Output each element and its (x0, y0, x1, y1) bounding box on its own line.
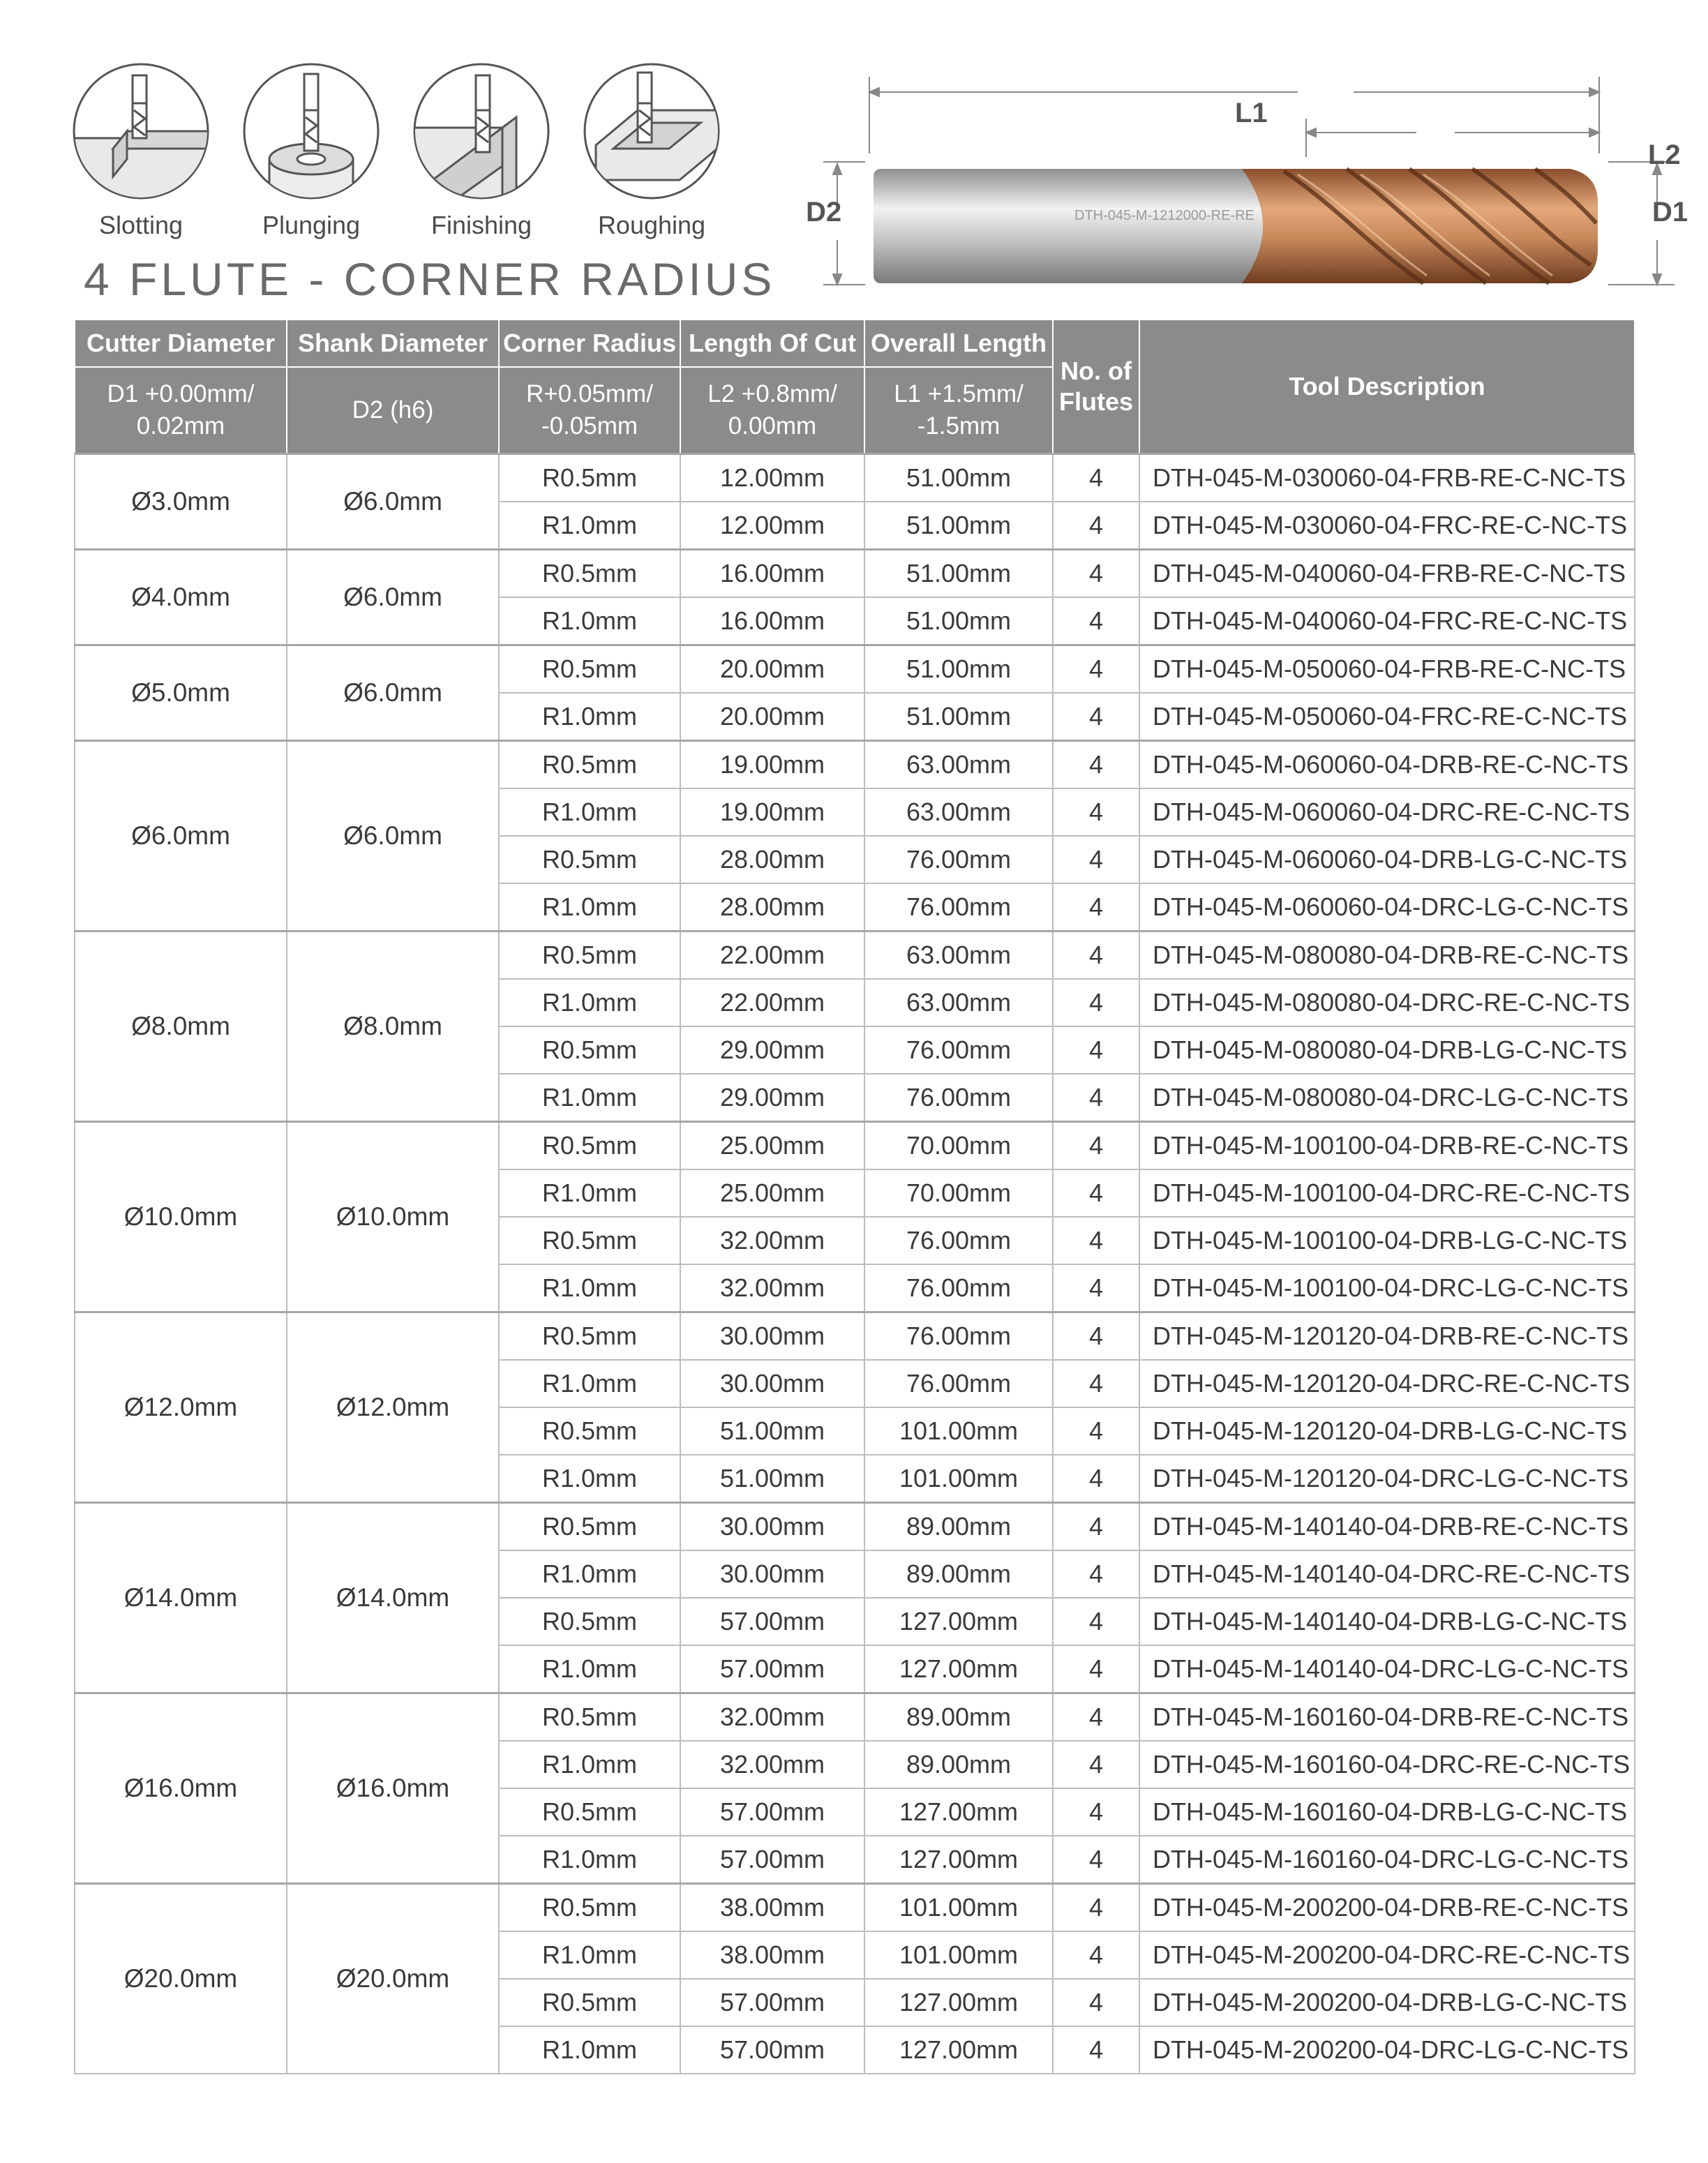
cutter-diameter-cell: Ø6.0mm (75, 741, 287, 931)
corner-radius-cell: R0.5mm (499, 1407, 680, 1455)
corner-radius-cell: R1.0mm (499, 883, 680, 931)
tool-description-cell: DTH-045-M-100100-04-DRB-RE-C-NC-TS (1139, 1122, 1635, 1170)
length-of-cut-cell: 57.00mm (680, 1836, 864, 1884)
table-row (75, 1312, 1635, 1361)
overall-length-cell: 51.00mm (864, 693, 1053, 741)
length-of-cut-cell: 57.00mm (680, 1788, 864, 1836)
flutes-cell: 4 (1053, 1455, 1139, 1503)
corner-radius-cell: R1.0mm (499, 1264, 680, 1312)
corner-radius-cell: R1.0mm (499, 1645, 680, 1693)
length-of-cut-cell: 25.00mm (680, 1122, 864, 1170)
corner-radius-cell: R0.5mm (499, 1312, 680, 1361)
tool-description-cell: DTH-045-M-040060-04-FRC-RE-C-NC-TS (1139, 597, 1635, 645)
length-of-cut-cell: 19.00mm (680, 741, 864, 789)
corner-radius-cell: R0.5mm (499, 1693, 680, 1742)
tool-description-cell: DTH-045-M-200200-04-DRC-LG-C-NC-TS (1139, 2026, 1635, 2074)
length-of-cut-cell: 16.00mm (680, 550, 864, 598)
tool-description-cell: DTH-045-M-200200-04-DRC-RE-C-NC-TS (1139, 1931, 1635, 1979)
cutter-diameter-cell: Ø20.0mm (75, 1884, 287, 2074)
operation-roughing (575, 61, 728, 240)
flutes-cell: 4 (1053, 1836, 1139, 1884)
length-of-cut-cell: 30.00mm (680, 1503, 864, 1551)
corner-radius-cell: R0.5mm (499, 645, 680, 694)
corner-radius-cell: R0.5mm (499, 1884, 680, 1932)
flutes-cell: 4 (1053, 1788, 1139, 1836)
length-of-cut-cell: 20.00mm (680, 693, 864, 741)
corner-radius-cell: R0.5mm (499, 741, 680, 789)
l2-label: L2 (1648, 140, 1681, 170)
plunging-icon (241, 61, 381, 201)
flutes-cell: 4 (1053, 883, 1139, 931)
overall-length-cell: 76.00mm (864, 1074, 1053, 1122)
slotting-icon (71, 61, 211, 201)
subheader-l1: L1 +1.5mm/ -1.5mm (864, 367, 1053, 454)
shank-diameter-cell: Ø6.0mm (287, 550, 499, 645)
tool-description-cell: DTH-045-M-030060-04-FRC-RE-C-NC-TS (1139, 502, 1635, 550)
shank-diameter-cell: Ø10.0mm (287, 1122, 499, 1312)
header-flutes: No. of Flutes (1053, 320, 1139, 454)
flutes-cell: 4 (1053, 693, 1139, 741)
tool-description-cell: DTH-045-M-120120-04-DRB-RE-C-NC-TS (1139, 1312, 1635, 1361)
operation-finishing (405, 61, 558, 240)
overall-length-cell: 51.00mm (864, 597, 1053, 645)
header-cutter-diameter: Cutter Diameter (75, 320, 287, 367)
header-shank-diameter: Shank Diameter (287, 320, 499, 367)
shank-diameter-cell: Ø6.0mm (287, 741, 499, 931)
cutter-diameter-cell: Ø16.0mm (75, 1693, 287, 1884)
flutes-cell: 4 (1053, 1693, 1139, 1742)
tool-description-cell: DTH-045-M-120120-04-DRB-LG-C-NC-TS (1139, 1407, 1635, 1455)
length-of-cut-cell: 19.00mm (680, 788, 864, 836)
length-of-cut-cell: 28.00mm (680, 836, 864, 883)
spec-table (74, 319, 1635, 2074)
tool-description-cell: DTH-045-M-030060-04-FRB-RE-C-NC-TS (1139, 454, 1635, 502)
table-row (75, 931, 1635, 980)
corner-radius-cell: R0.5mm (499, 1979, 680, 2026)
length-of-cut-cell: 25.00mm (680, 1169, 864, 1217)
page-title: 4 FLUTE - CORNER RADIUS (84, 253, 776, 305)
overall-length-cell: 76.00mm (864, 1264, 1053, 1312)
tool-description-cell: DTH-045-M-160160-04-DRC-RE-C-NC-TS (1139, 1741, 1635, 1788)
overall-length-cell: 63.00mm (864, 741, 1053, 789)
length-of-cut-cell: 30.00mm (680, 1312, 864, 1361)
tool-description-cell: DTH-045-M-120120-04-DRC-LG-C-NC-TS (1139, 1455, 1635, 1503)
corner-radius-cell: R1.0mm (499, 693, 680, 741)
tool-description-cell: DTH-045-M-100100-04-DRC-LG-C-NC-TS (1139, 1264, 1635, 1312)
overall-length-cell: 89.00mm (864, 1693, 1053, 1742)
overall-length-cell: 51.00mm (864, 502, 1053, 550)
overall-length-cell: 76.00mm (864, 1217, 1053, 1264)
length-of-cut-cell: 16.00mm (680, 597, 864, 645)
flutes-cell: 4 (1053, 1550, 1139, 1598)
flutes-cell: 4 (1053, 1122, 1139, 1170)
corner-radius-cell: R1.0mm (499, 597, 680, 645)
corner-radius-cell: R1.0mm (499, 1931, 680, 1979)
overall-length-cell: 89.00mm (864, 1741, 1053, 1788)
corner-radius-cell: R1.0mm (499, 1836, 680, 1884)
length-of-cut-cell: 38.00mm (680, 1931, 864, 1979)
shank-diameter-cell: Ø16.0mm (287, 1693, 499, 1884)
tool-description-cell: DTH-045-M-060060-04-DRB-LG-C-NC-TS (1139, 836, 1635, 883)
table-row (75, 1503, 1635, 1551)
operation-label: Slotting (98, 211, 183, 239)
flutes-cell: 4 (1053, 1026, 1139, 1074)
overall-length-cell: 89.00mm (864, 1550, 1053, 1598)
tool-description-cell: DTH-045-M-050060-04-FRC-RE-C-NC-TS (1139, 693, 1635, 741)
corner-radius-cell: R1.0mm (499, 502, 680, 550)
length-of-cut-cell: 22.00mm (680, 979, 864, 1026)
corner-radius-cell: R0.5mm (499, 1122, 680, 1170)
flutes-cell: 4 (1053, 1645, 1139, 1693)
corner-radius-cell: R0.5mm (499, 550, 680, 598)
corner-radius-cell: R1.0mm (499, 1074, 680, 1122)
length-of-cut-cell: 57.00mm (680, 1598, 864, 1645)
subheader-l2: L2 +0.8mm/ 0.00mm (680, 367, 864, 454)
tool-description-cell: DTH-045-M-120120-04-DRC-RE-C-NC-TS (1139, 1360, 1635, 1407)
overall-length-cell: 76.00mm (864, 836, 1053, 883)
flutes-cell: 4 (1053, 741, 1139, 789)
overall-length-cell: 101.00mm (864, 1884, 1053, 1932)
flutes-cell: 4 (1053, 1407, 1139, 1455)
overall-length-cell: 76.00mm (864, 1026, 1053, 1074)
tool-description-cell: DTH-045-M-140140-04-DRC-LG-C-NC-TS (1139, 1645, 1635, 1693)
header-tool-description: Tool Description (1139, 320, 1635, 454)
table-row (75, 454, 1635, 502)
subheader-d2: D2 (h6) (287, 367, 499, 454)
header-length-of-cut: Length Of Cut (680, 320, 864, 367)
flutes-cell: 4 (1053, 1884, 1139, 1932)
table-row (75, 741, 1635, 789)
corner-radius-cell: R0.5mm (499, 1598, 680, 1645)
length-of-cut-cell: 32.00mm (680, 1741, 864, 1788)
corner-radius-cell: R0.5mm (499, 1788, 680, 1836)
tool-description-cell: DTH-045-M-080080-04-DRB-RE-C-NC-TS (1139, 931, 1635, 980)
cutter-diameter-cell: Ø4.0mm (75, 550, 287, 645)
flutes-cell: 4 (1053, 979, 1139, 1026)
table-row (75, 550, 1635, 598)
flutes-cell: 4 (1053, 1360, 1139, 1407)
length-of-cut-cell: 30.00mm (680, 1360, 864, 1407)
flutes-cell: 4 (1053, 1741, 1139, 1788)
length-of-cut-cell: 57.00mm (680, 1979, 864, 2026)
length-of-cut-cell: 57.00mm (680, 1645, 864, 1693)
operation-slotting (64, 61, 218, 240)
shank-diameter-cell: Ø8.0mm (287, 931, 499, 1122)
shank-diameter-cell: Ø20.0mm (287, 1884, 499, 2074)
overall-length-cell: 51.00mm (864, 454, 1053, 502)
tool-description-cell: DTH-045-M-200200-04-DRB-LG-C-NC-TS (1139, 1979, 1635, 2026)
cutter-diameter-cell: Ø5.0mm (75, 645, 287, 741)
length-of-cut-cell: 30.00mm (680, 1550, 864, 1598)
tool-description-cell: DTH-045-M-160160-04-DRB-LG-C-NC-TS (1139, 1788, 1635, 1836)
subheader-d1: D1 +0.00mm/ 0.02mm (75, 367, 287, 454)
overall-length-cell: 63.00mm (864, 979, 1053, 1026)
flutes-cell: 4 (1053, 1931, 1139, 1979)
flutes-cell: 4 (1053, 502, 1139, 550)
overall-length-cell: 127.00mm (864, 1788, 1053, 1836)
table-row (75, 645, 1635, 694)
overall-length-cell: 70.00mm (864, 1169, 1053, 1217)
subheader-r: R+0.05mm/ -0.05mm (499, 367, 680, 454)
corner-radius-cell: R0.5mm (499, 1503, 680, 1551)
flutes-cell: 4 (1053, 1979, 1139, 2026)
flutes-cell: 4 (1053, 1598, 1139, 1645)
header-row (75, 320, 1635, 367)
l1-label: L1 (1235, 98, 1268, 128)
overall-length-cell: 127.00mm (864, 1979, 1053, 2026)
corner-radius-cell: R1.0mm (499, 1741, 680, 1788)
length-of-cut-cell: 51.00mm (680, 1455, 864, 1503)
length-of-cut-cell: 32.00mm (680, 1693, 864, 1742)
overall-length-cell: 51.00mm (864, 550, 1053, 598)
flutes-cell: 4 (1053, 550, 1139, 598)
tool-description-cell: DTH-045-M-040060-04-FRB-RE-C-NC-TS (1139, 550, 1635, 598)
shank-diameter-cell: Ø12.0mm (287, 1312, 499, 1503)
corner-radius-cell: R1.0mm (499, 1360, 680, 1407)
overall-length-cell: 76.00mm (864, 1360, 1053, 1407)
overall-length-cell: 63.00mm (864, 788, 1053, 836)
flutes-cell: 4 (1053, 1312, 1139, 1361)
length-of-cut-cell: 32.00mm (680, 1264, 864, 1312)
overall-length-cell: 70.00mm (864, 1122, 1053, 1170)
tool-description-cell: DTH-045-M-200200-04-DRB-RE-C-NC-TS (1139, 1884, 1635, 1932)
finishing-icon (412, 61, 551, 201)
shank-diameter-cell: Ø6.0mm (287, 454, 499, 550)
table-row (75, 1693, 1635, 1742)
tool-description-cell: DTH-045-M-140140-04-DRC-RE-C-NC-TS (1139, 1550, 1635, 1598)
length-of-cut-cell: 20.00mm (680, 645, 864, 694)
cutter-diameter-cell: Ø12.0mm (75, 1312, 287, 1503)
corner-radius-cell: R1.0mm (499, 1455, 680, 1503)
corner-radius-cell: R0.5mm (499, 931, 680, 980)
flutes-cell: 4 (1053, 1169, 1139, 1217)
corner-radius-cell: R0.5mm (499, 1217, 680, 1264)
tool-description-cell: DTH-045-M-160160-04-DRC-LG-C-NC-TS (1139, 1836, 1635, 1884)
tool-description-cell: DTH-045-M-100100-04-DRC-RE-C-NC-TS (1139, 1169, 1635, 1217)
length-of-cut-cell: 12.00mm (680, 454, 864, 502)
flutes-cell: 4 (1053, 454, 1139, 502)
flutes-cell: 4 (1053, 597, 1139, 645)
length-of-cut-cell: 29.00mm (680, 1026, 864, 1074)
overall-length-cell: 63.00mm (864, 931, 1053, 980)
tool-description-cell: DTH-045-M-140140-04-DRB-LG-C-NC-TS (1139, 1598, 1635, 1645)
corner-radius-cell: R1.0mm (499, 788, 680, 836)
table-row (75, 1122, 1635, 1170)
shank-diameter-cell: Ø6.0mm (287, 645, 499, 741)
corner-radius-cell: R1.0mm (499, 2026, 680, 2074)
overall-length-cell: 127.00mm (864, 1598, 1053, 1645)
tool-description-cell: DTH-045-M-050060-04-FRB-RE-C-NC-TS (1139, 645, 1635, 694)
flutes-cell: 4 (1053, 1217, 1139, 1264)
length-of-cut-cell: 38.00mm (680, 1884, 864, 1932)
operation-plunging (234, 61, 388, 240)
flutes-cell: 4 (1053, 2026, 1139, 2074)
flutes-cell: 4 (1053, 836, 1139, 883)
length-of-cut-cell: 29.00mm (680, 1074, 864, 1122)
d1-label: D1 (1652, 197, 1688, 227)
corner-radius-cell: R1.0mm (499, 1550, 680, 1598)
overall-length-cell: 76.00mm (864, 1312, 1053, 1361)
flutes-cell: 4 (1053, 1074, 1139, 1122)
table-row (75, 1884, 1635, 1932)
shank-marking: DTH-045-M-1212000-RE-RE (1074, 208, 1254, 223)
header-overall-length: Overall Length (864, 320, 1053, 367)
flutes-cell: 4 (1053, 1264, 1139, 1312)
flutes-cell: 4 (1053, 788, 1139, 836)
operations-row (64, 61, 748, 257)
table-body (75, 454, 1635, 2074)
corner-radius-cell: R0.5mm (499, 454, 680, 502)
cutter-diameter-cell: Ø14.0mm (75, 1503, 287, 1693)
tool-description-cell: DTH-045-M-060060-04-DRC-LG-C-NC-TS (1139, 883, 1635, 931)
corner-radius-cell: R1.0mm (499, 1169, 680, 1217)
operation-label: Roughing (597, 211, 706, 239)
overall-length-cell: 76.00mm (864, 883, 1053, 931)
tool-description-cell: DTH-045-M-140140-04-DRB-RE-C-NC-TS (1139, 1503, 1635, 1551)
overall-length-cell: 101.00mm (864, 1931, 1053, 1979)
operation-label: Plunging (262, 211, 361, 239)
overall-length-cell: 101.00mm (864, 1407, 1053, 1455)
d2-label: D2 (806, 197, 842, 227)
tool-description-cell: DTH-045-M-060060-04-DRB-RE-C-NC-TS (1139, 741, 1635, 789)
cutter-diameter-cell: Ø10.0mm (75, 1122, 287, 1312)
length-of-cut-cell: 28.00mm (680, 883, 864, 931)
cutter-diameter-cell: Ø3.0mm (75, 454, 287, 550)
length-of-cut-cell: 57.00mm (680, 2026, 864, 2074)
overall-length-cell: 51.00mm (864, 645, 1053, 694)
tool-diagram (795, 63, 1702, 300)
cutter-diameter-cell: Ø8.0mm (75, 931, 287, 1122)
tool-description-cell: DTH-045-M-060060-04-DRC-RE-C-NC-TS (1139, 788, 1635, 836)
length-of-cut-cell: 22.00mm (680, 931, 864, 980)
overall-length-cell: 127.00mm (864, 1645, 1053, 1693)
tool-description-cell: DTH-045-M-080080-04-DRC-LG-C-NC-TS (1139, 1074, 1635, 1122)
length-of-cut-cell: 51.00mm (680, 1407, 864, 1455)
overall-length-cell: 89.00mm (864, 1503, 1053, 1551)
length-of-cut-cell: 12.00mm (680, 502, 864, 550)
length-of-cut-cell: 32.00mm (680, 1217, 864, 1264)
shank-diameter-cell: Ø14.0mm (287, 1503, 499, 1693)
header-corner-radius: Corner Radius (499, 320, 680, 367)
overall-length-cell: 127.00mm (864, 1836, 1053, 1884)
corner-radius-cell: R0.5mm (499, 836, 680, 883)
tool-description-cell: DTH-045-M-080080-04-DRB-LG-C-NC-TS (1139, 1026, 1635, 1074)
flutes-cell: 4 (1053, 931, 1139, 980)
corner-radius-cell: R0.5mm (499, 1026, 680, 1074)
corner-radius-cell: R1.0mm (499, 979, 680, 1026)
flutes-cell: 4 (1053, 1503, 1139, 1551)
overall-length-cell: 127.00mm (864, 2026, 1053, 2074)
flutes-cell: 4 (1053, 645, 1139, 694)
operation-label: Finishing (430, 211, 532, 239)
tool-description-cell: DTH-045-M-160160-04-DRB-RE-C-NC-TS (1139, 1693, 1635, 1742)
tool-description-cell: DTH-045-M-080080-04-DRC-RE-C-NC-TS (1139, 979, 1635, 1026)
overall-length-cell: 101.00mm (864, 1455, 1053, 1503)
tool-description-cell: DTH-045-M-100100-04-DRB-LG-C-NC-TS (1139, 1217, 1635, 1264)
roughing-icon (582, 61, 721, 201)
